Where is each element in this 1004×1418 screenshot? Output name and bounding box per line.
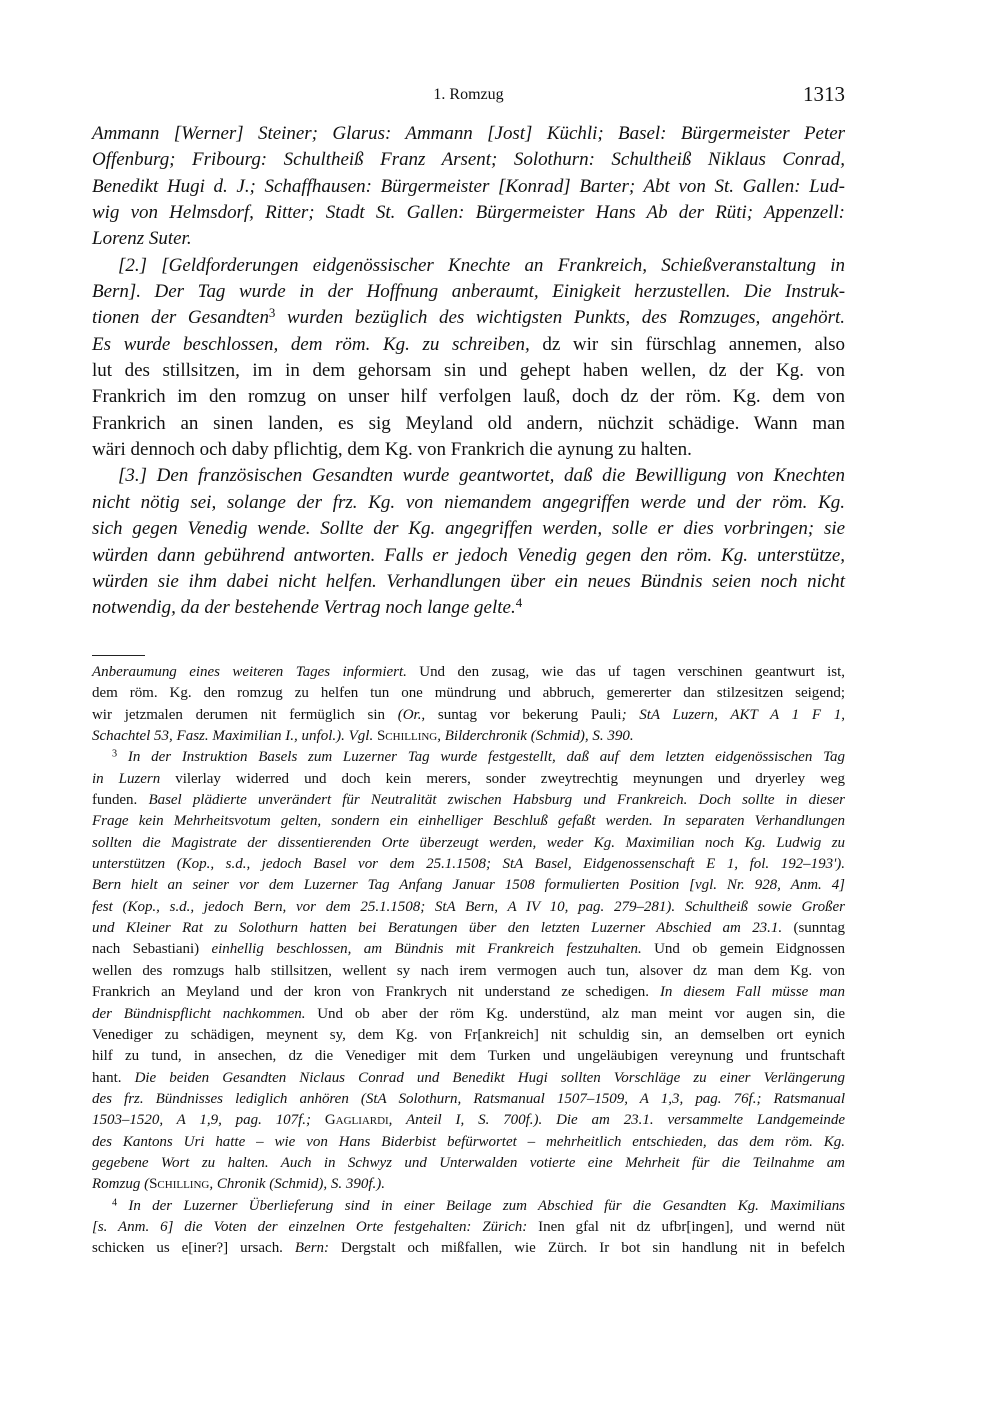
text-run: würden dann gebührend antworten. Falls er jedoch Venedig gegen den röm. Kg. unterstütze, (92, 544, 845, 566)
text-run: wir jetzmalen derumen nit fermüglich sin (92, 706, 398, 723)
text-run: wäri dennoch och daby pflichtig, dem Kg. von Frankrich die aynung zu halten. (92, 439, 692, 461)
text-run: notwendig, da der bestehende Vertrag noch lange gelte. (92, 597, 516, 619)
text-line (92, 121, 845, 147)
text-run: vilerlay widerred und doch kein merers, sonder zweytrechtig meynungen und dryerley weg (160, 770, 845, 787)
text-line (92, 1238, 845, 1259)
text-run: des Kantons Uri hatte – wie von Hans Biderbist befürwortet – mehrheitlich entschieden, das dem röm. Kg. (92, 1133, 845, 1150)
text-line (92, 1068, 845, 1089)
footnote-separator (92, 655, 145, 656)
text-line (92, 543, 845, 569)
text-run: (sunntag (782, 920, 845, 937)
text-line (92, 1025, 845, 1046)
text-line (92, 1110, 845, 1131)
text-run: Und ob gemein Eidgnossen (641, 941, 845, 958)
text-line (92, 384, 845, 410)
text-run: Venediger zu schädigen, meynent sy, dem Kg. von Fr[ankreich] nit schuldig sin, an demselben ort eynich (92, 1026, 845, 1043)
footnote-paragraph (92, 662, 845, 747)
author-name: Schilling (149, 1176, 210, 1193)
text-run: 1503–1520, A 1,9, pag. 107f.; (92, 1112, 325, 1129)
text-run: wig von Helmsdorf, Ritter; Stadt St. Gallen: Bürgermeister Hans Ab der Rüti; Appenzell: (92, 202, 845, 224)
text-line (92, 705, 845, 726)
text-line (92, 1132, 845, 1153)
text-run: Romzug ( (92, 1176, 150, 1193)
text-run: der Bündnispflicht nachkommen. (92, 1005, 306, 1022)
author-name: Gagliardi (324, 1112, 389, 1129)
text-line (92, 358, 845, 384)
text-line (92, 918, 845, 939)
text-run: In der Luzerner Überlieferung sind in einer Beilage zum Abschied für die Gesandten Kg. Maximilians (117, 1197, 845, 1214)
text-line (92, 875, 845, 896)
text-run: [s. Anm. 6] die Voten der einzelnen Orte festgehalten: Zürich: (92, 1218, 528, 1235)
text-run: Bern: (294, 1240, 329, 1257)
text-run: wurden bezüglich des wichtigsten Punkts, des Romzuges, angehört. (275, 307, 845, 329)
text-run: lut des stillsitzen, im in dem gehorsam sin und gehept haben wellen, dz der Kg. von (92, 360, 845, 382)
text-run: Offenburg; Fribourg: Schultheiß Franz Arsent; Solothurn: Schultheiß Niklaus Conrad, (92, 149, 845, 171)
author-name: Schilling (376, 728, 438, 745)
footnote-reference: 4 (112, 1197, 118, 1209)
text-line (92, 982, 845, 1003)
main-text (92, 121, 845, 622)
text-line (92, 1046, 845, 1067)
text-run: [2.] [Geldforderungen eidgenössischer Knechte an Frankreich, Schießveranstaltung in (118, 254, 845, 276)
text-run: Lorenz Suter. (92, 228, 192, 250)
text-run: nicht nötig sei, solange der frz. Kg. von niemandem angegriffen werde und der röm. Kg. (92, 491, 845, 513)
text-line (92, 569, 845, 595)
text-run: Bern hielt an seiner vor dem Luzerner Tag Anfang Januar 1508 formulierten Position [vgl. Nr. 928, Anm. 4] (92, 877, 845, 894)
text-run: Frankrich im den romzug on unser hilf verfolgen lauß, doch dz der röm. Kg. dem von (92, 386, 845, 408)
text-line (92, 490, 845, 516)
text-run: einhellig beschlossen, am Bündnis mit Frankreich festzuhalten. (211, 941, 642, 958)
page-number: 1313 (803, 82, 845, 106)
text-line (92, 939, 845, 960)
footnote-paragraph (92, 747, 845, 1195)
text-line (92, 516, 845, 542)
text-run: Und ob aber der röm Kg. understünd, alz man meint vor augen sin, die (305, 1005, 845, 1022)
text-run: Benedikt Hugi d. J.; Schaffhausen: Bürgermeister [Konrad] Barter; Abt von St. Gallen: Lud- (92, 175, 845, 197)
text-run: hilf zu tund, in ansechen, dz die Venediger mit dem Turken und ungeläubigen vereynung und fruntschaft (92, 1048, 845, 1065)
text-run: (Or., (397, 706, 426, 723)
text-line (92, 897, 845, 918)
text-run: , Bilderchronik (Schmid), S. 390. (437, 728, 634, 745)
text-run: Die beiden Gesandten Niclaus Conrad und Benedikt Hugi sollten Vorschläge zu einer Verlängerung (134, 1069, 845, 1086)
text-line (92, 332, 845, 358)
footnote-paragraph (92, 1196, 845, 1260)
text-line (92, 1174, 845, 1195)
text-line (92, 200, 845, 226)
text-run: gegebene Wort zu halten. Auch in Schwyz und Unterwalden votierte eine Mehrheit für die Teilnahme am (92, 1154, 845, 1171)
main-paragraph (92, 253, 845, 464)
text-run: hant. (92, 1069, 135, 1086)
text-line (92, 305, 845, 331)
text-run: schicken us e[iner?] ursach. (92, 1240, 295, 1257)
text-line (92, 662, 845, 683)
text-line (92, 174, 845, 200)
text-run: Frankrich an sinen landen, es sig Meyland old andern, nüchzit schädige. Wann man (92, 412, 845, 434)
text-line (92, 961, 845, 982)
text-line (92, 833, 845, 854)
text-line (92, 726, 845, 747)
running-head (92, 82, 845, 108)
text-run: Schachtel 53, Fasz. Maximilian I., unfol.). Vgl. (92, 728, 377, 745)
text-line (92, 279, 845, 305)
text-run: Anberaumung eines weiteren Tages informiert. (92, 664, 407, 680)
footnotes (92, 662, 845, 1260)
text-run: Bern]. Der Tag wurde in der Hoffnung anberaumt, Einigkeit herzustellen. Die Instruk- (92, 281, 845, 303)
text-line (92, 463, 845, 489)
text-line (92, 1089, 845, 1110)
text-run: suntag vor bekerung Pauli (425, 706, 622, 723)
text-run: unterstützen (Kop., s.d., jedoch Basel vor dem 25.1.1508; StA Basel, Eidgenossenschaft E 1, fol. 192–193'). (92, 856, 845, 873)
main-paragraph (92, 121, 845, 253)
text-line (92, 437, 845, 463)
text-run: in Luzern (92, 770, 161, 787)
text-run: Ammann [Werner] Steiner; Glarus: Ammann [Jost] Küchli; Basel: Bürgermeister Peter (92, 123, 845, 144)
text-run: funden. (92, 792, 149, 809)
text-line (92, 226, 845, 252)
text-run: [3.] Den französischen Gesandten wurde geantwortet, daß die Bewilligung von Knechten (118, 465, 845, 487)
text-line (92, 747, 845, 768)
text-run: Frankrich an Meyland und der kron von Frankrych nit understand ze schedigen. (92, 984, 660, 1001)
main-paragraph (92, 463, 845, 621)
text-run: sollten die Magistrate der dissentierenden Orte überzeugt werden, weder Kg. Maximilian noch Kg. Ludwig zu (92, 834, 845, 851)
text-run: fest (Kop., s.d., jedoch Bern, vor dem 25.1.1508; StA Bern, A IV 10, pag. 279–281). Schultheiß sowie Großer (92, 898, 845, 915)
text-run: tionen der Gesandten (92, 307, 269, 329)
text-run: Basel plädierte unverändert für Neutralität zwischen Habsburg und Frankreich. Doch sollte in dieser (148, 792, 845, 809)
text-run: In der Instruktion Basels zum Luzerner Tag wurde festgestellt, daß auf dem letzten eidgenössischen Tag (117, 749, 845, 766)
text-run: nach Sebastiani) (92, 941, 212, 958)
text-run: , Anteil I, S. 700f.). Die am 23.1. versammelte Landgemeinde (388, 1112, 845, 1129)
text-run: des frz. Bündnisses lediglich anhören (StA Solothurn, Ratsmanual 1507–1509, A 1,3, pag. 76f.; Ratsmanual (92, 1090, 845, 1107)
text-line (92, 253, 845, 279)
text-line (92, 1004, 845, 1025)
text-run: Dergstalt och mißfallen, wie Zürch. Ir bot sin handlung nit in befelch (328, 1240, 845, 1257)
text-line (92, 769, 845, 790)
text-line (92, 854, 845, 875)
text-run: Es wurde beschlossen, dem röm. Kg. zu schreiben, (92, 333, 530, 355)
text-run: , Chronik (Schmid), S. 390f.). (209, 1176, 386, 1193)
text-run: Frage kein Mehrheitsvotum gelten, sondern ein einhelliger Beschluß gefaßt werden. In separaten Verhandlungen (92, 813, 845, 830)
text-run: In diesem Fall müsse man (659, 984, 845, 1001)
text-run: und Kleiner Rat zu Solothurn hatten bei Beratungen über den letzten Luzerner Abschied am 23.1. (92, 920, 783, 937)
text-run: Inen gfal nit dz ufbr[ingen], und wernd nüt (527, 1218, 845, 1235)
footnote-reference: 3 (112, 748, 118, 760)
text-line (92, 811, 845, 832)
text-line (92, 1217, 845, 1238)
text-run: wellen des romzugs halb stillsitzen, wellent sy nach irem vermogen auch tun, alsover dz man dem Kg. von (92, 962, 845, 979)
text-run: Und den zusag, wie das uf tagen verschinen geantwurt ist, (406, 664, 845, 680)
footnote-reference: 4 (515, 595, 523, 611)
text-line (92, 683, 845, 704)
text-line (92, 1196, 845, 1217)
text-line (92, 411, 845, 437)
footnote-reference: 3 (268, 305, 276, 321)
text-run: dz wir sin fürschlag annemen, also (529, 333, 846, 355)
text-run: sich gegen Venedig wende. Sollte der Kg. angegriffen werden, solle er dies vorbringen; sie (92, 518, 845, 540)
text-line (92, 1153, 845, 1174)
text-line (92, 147, 845, 173)
text-line (92, 790, 845, 811)
text-line (92, 595, 845, 621)
text-run: würden sie ihm dabei nicht helfen. Verhandlungen über ein neues Bündnis seien noch nicht (92, 570, 845, 592)
text-run: dem röm. Kg. den romzug zu helfen tun one mündrung und abbruch, gemererter dan stilzesitzen seigend; (92, 685, 845, 702)
section-title: 1. Romzug (433, 86, 504, 103)
text-run: ; StA Luzern, AKT A 1 F 1, (621, 706, 845, 723)
